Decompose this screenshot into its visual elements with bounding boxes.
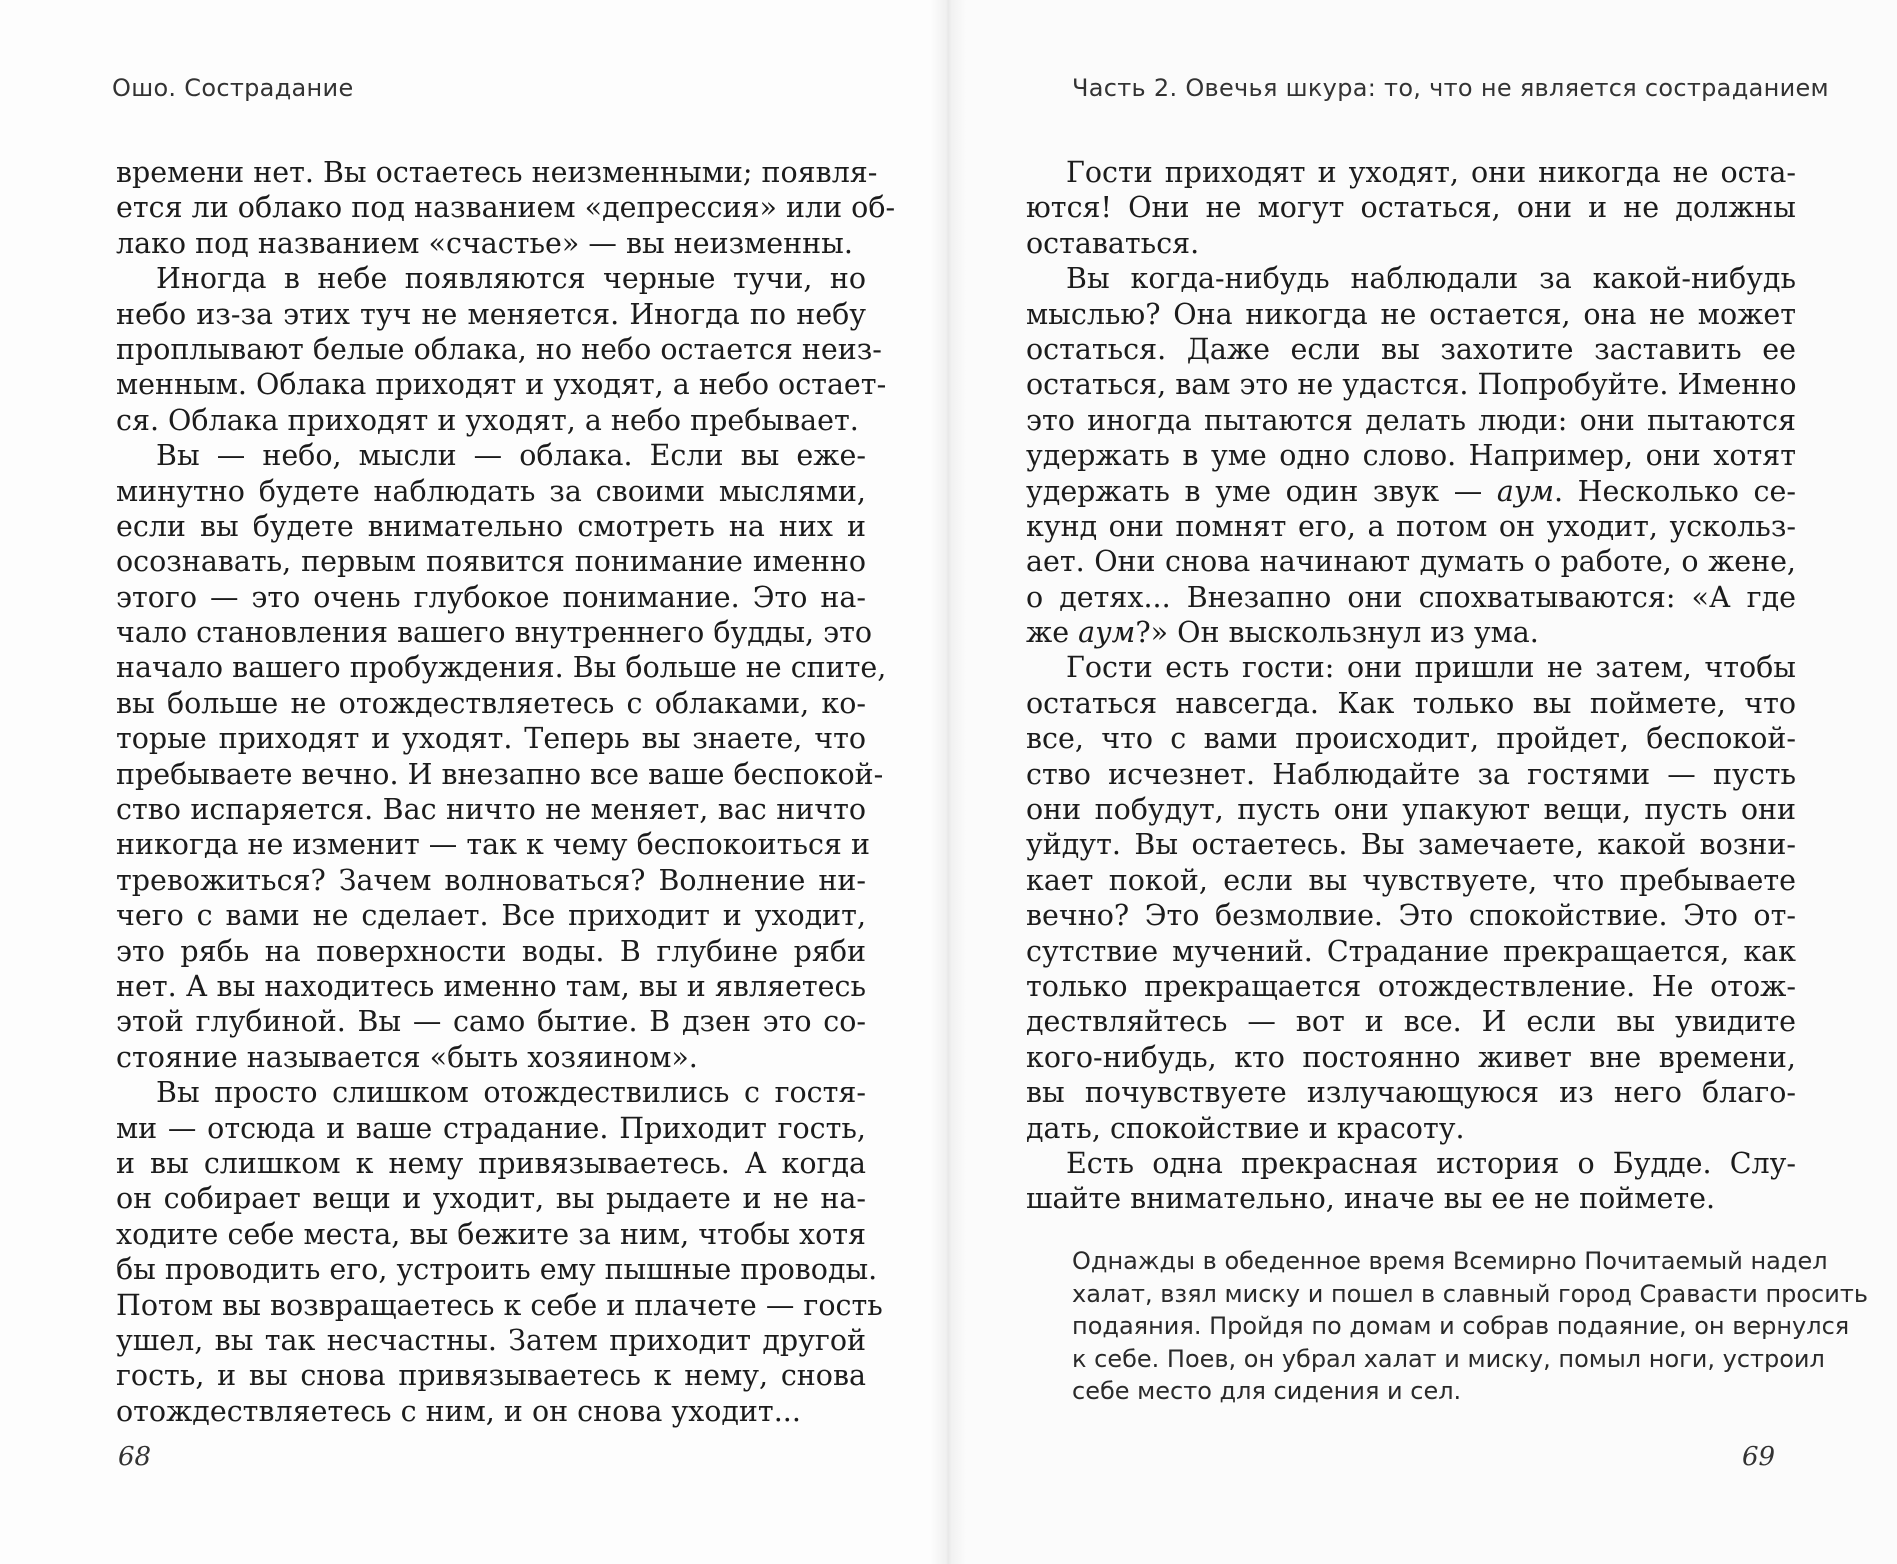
text-line: удержать в уме одно слово. Например, они хотят — [1026, 439, 1796, 473]
running-head-left: Ошо. Сострадание — [112, 74, 354, 102]
text-line: торые приходят и уходят. Теперь вы знаете, что — [116, 722, 866, 756]
text-line: Вы когда-нибудь наблюдали за какой-нибудь — [1066, 262, 1796, 296]
text-line: только прекращается отождествление. Не отож- — [1026, 969, 1796, 1003]
text-line: Гости есть гости: они пришли не затем, чтобы — [1066, 651, 1796, 685]
page-number-right: 69 — [1742, 1442, 1776, 1472]
text-line: Иногда в небе появляются черные тучи, но — [156, 262, 866, 296]
text-segment: . Несколько се- — [1554, 474, 1796, 508]
text-line: уйдут. Вы остаетесь. Вы замечаете, какой возни- — [1026, 828, 1796, 862]
text-line: кунд они помнят его, а потом он уходит, ускольз- — [1026, 509, 1796, 543]
text-line: дествляйтесь — вот и все. И если вы увидите — [1026, 1005, 1796, 1039]
text-line: ются! Они не могут остаться, они и не должны — [1026, 191, 1796, 225]
text-line: Вы просто слишком отождествились с гостя- — [156, 1076, 866, 1110]
text-line: тревожиться? Зачем волноваться? Волнение ни- — [116, 863, 866, 897]
text-line: ется ли облако под названием «депрессия» или об- — [116, 191, 896, 225]
text-line: минутно будете наблюдать за своими мыслями, — [116, 474, 866, 508]
text-line: проплывают белые облака, но небо остается неиз- — [116, 332, 882, 366]
text-line: шайте внимательно, иначе вы ее не поймете. — [1026, 1182, 1716, 1216]
text-line — [1026, 615, 1796, 650]
text-line: мыслью? Она никогда не остается, она не может — [1026, 297, 1796, 331]
excerpt-line: Однажды в обеденное время Всемирно Почитаемый надел — [1072, 1247, 1828, 1275]
text-line: о детях... Внезапно они спохватываются: «А где — [1026, 580, 1796, 614]
excerpt-line: себе место для сидения и сел. — [1072, 1377, 1462, 1405]
emphasis-aum: аум — [1078, 616, 1136, 650]
text-line: Есть одна прекрасная история о Будде. Слу- — [1066, 1146, 1796, 1180]
text-line: менным. Облака приходят и уходят, а небо остает- — [116, 368, 887, 402]
text-line: кого-нибудь, кто постоянно живет вне времени, — [1026, 1040, 1796, 1074]
text-line: осознавать, первым появится понимание именно — [116, 545, 866, 579]
text-line: ся. Облака приходят и уходят, а небо пребывает. — [116, 403, 859, 437]
text-line: бы проводить его, устроить ему пышные проводы. — [116, 1253, 878, 1287]
text-line: этого — это очень глубокое понимание. Это на- — [116, 580, 866, 614]
page-number-left: 68 — [118, 1442, 152, 1472]
text-line: и вы слишком к нему привязываетесь. А когда — [116, 1146, 866, 1180]
text-line: пребываете вечно. И внезапно все ваше беспокой- — [116, 757, 884, 791]
text-line: остаться. Даже если вы захотите заставить ее — [1026, 332, 1796, 366]
text-line: если вы будете внимательно смотреть на них и — [116, 509, 866, 543]
excerpt-line: халат, взял миску и пошел в славный город Сравасти просить — [1072, 1279, 1868, 1308]
text-segment: удержать в уме один звук — — [1026, 474, 1497, 508]
left-page — [0, 0, 948, 1564]
text-line: вы почувствуете излучающуюся из него благо- — [1026, 1076, 1796, 1110]
text-line: ает. Они снова начинают думать о работе, о жене, — [1026, 545, 1796, 579]
text-line: это иногда пытаются делать люди: они пытаются — [1026, 403, 1796, 437]
text-line: сутствие мучений. Страдание прекращается, как — [1026, 934, 1796, 968]
text-line: чало становления вашего внутреннего будды, это — [116, 616, 873, 650]
text-line: это рябь на поверхности воды. В глубине ряби — [116, 934, 866, 968]
text-line: небо из-за этих туч не меняется. Иногда по небу — [116, 297, 866, 331]
text-line: вы больше не отождествляетесь с облаками, ко- — [116, 686, 866, 720]
text-line: Потом вы возвращаетесь к себе и плачете — гость — [116, 1288, 883, 1322]
text-line: остаться навсегда. Как только вы поймете, что — [1026, 686, 1796, 720]
text-line: начало вашего пробуждения. Вы больше не спите, — [116, 651, 887, 685]
text-line: этой глубиной. Вы — само бытие. В дзен это со- — [116, 1005, 866, 1039]
book-gutter-shadow — [930, 0, 966, 1564]
text-line: они побудут, пусть они упакуют вещи, пусть они — [1026, 793, 1796, 827]
text-line: ство исчезнет. Наблюдайте за гостями — пусть — [1026, 757, 1796, 791]
text-line: Гости приходят и уходят, они никогда не оста- — [1066, 156, 1796, 189]
text-line: ходите себе места, вы бежите за ним, чтобы хотя — [116, 1217, 866, 1251]
text-line: лако под названием «счастье» — вы неизменны. — [116, 226, 853, 260]
right-page — [948, 0, 1897, 1564]
text-line: ство испаряется. Вас ничто не меняет, вас ничто — [116, 793, 866, 827]
excerpt-line: к себе. Поев, он убрал халат и миску, помыл ноги, устроил — [1072, 1344, 1825, 1373]
text-line: стояние называется «быть хозяином». — [116, 1040, 698, 1074]
text-line — [1026, 474, 1796, 509]
running-head-right: Часть 2. Овечья шкура: то, что не является состраданием — [1072, 74, 1829, 102]
text-line: времени нет. Вы остаетесь неизменными; появля- — [116, 156, 878, 189]
text-line: кает покой, если вы чувствуете, что пребываете — [1026, 863, 1796, 897]
text-line: отождествляетесь с ним, и он снова уходит... — [116, 1394, 801, 1428]
text-line: все, что с вами происходит, пройдет, беспокой- — [1026, 722, 1796, 756]
emphasis-aum: аум — [1496, 474, 1554, 508]
text-line: вечно? Это безмолвие. Это спокойствие. Это от- — [1026, 899, 1796, 933]
text-line: чего с вами не сделает. Все приходит и уходит, — [116, 899, 866, 933]
excerpt-line: подаяния. Пройдя по домам и собрав подаяние, он вернулся — [1072, 1312, 1850, 1340]
text-line: дать, спокойствие и красоту. — [1026, 1111, 1465, 1145]
text-line: нет. А вы находитесь именно там, вы и являетесь — [116, 969, 866, 1003]
text-line: ми — отсюда и ваше страдание. Приходит гость, — [116, 1111, 866, 1145]
text-line: ушел, вы так несчастны. Затем приходит другой — [116, 1323, 866, 1357]
left-page-body — [116, 155, 896, 1429]
text-line: никогда не изменит — так к чему беспокоиться и — [116, 828, 870, 862]
right-page-body — [1026, 155, 1796, 1217]
text-line: остаться, вам это не удастся. Попробуйте. Именно — [1026, 368, 1797, 402]
text-line: оставаться. — [1026, 226, 1200, 260]
text-line: он собирает вещи и уходит, вы рыдаете и не на- — [116, 1182, 866, 1216]
text-segment: же — [1026, 616, 1079, 650]
text-line: гость, и вы снова привязываетесь к нему, снова — [116, 1359, 866, 1393]
sutra-excerpt — [1072, 1245, 1868, 1408]
text-segment: ?» Он выскользнул из ума. — [1135, 616, 1539, 650]
text-line: Вы — небо, мысли — облака. Если вы еже- — [156, 439, 866, 473]
